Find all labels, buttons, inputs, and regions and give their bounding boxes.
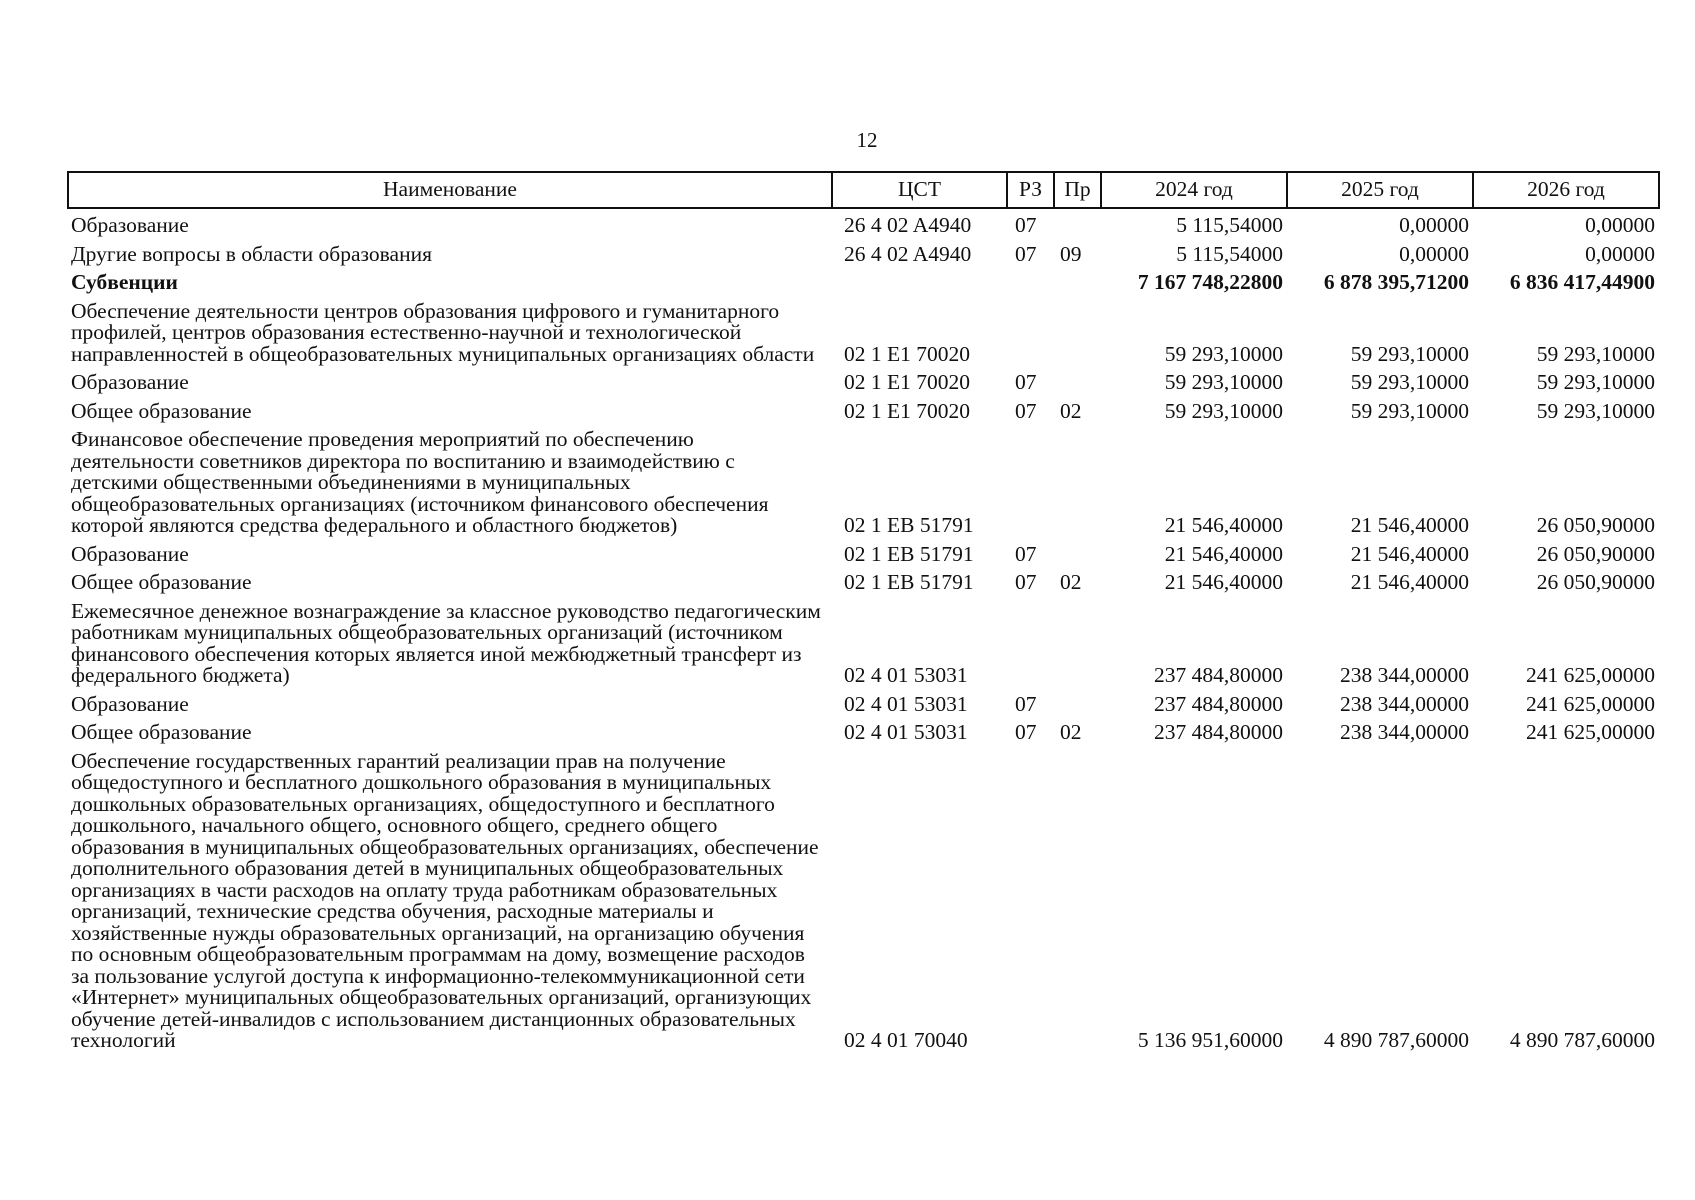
header-pr: Пр (1054, 172, 1101, 208)
cell-name: Обеспечение государственных гарантий реализации прав на получение общедоступного и бесплатного дошкольного образования в муниципальных дошкольных образовательных организациях, общедоступного и бесплатного дошкольного, начального общего, основного общего, среднего общего образования в муниципальных общеобразовательных организациях, обеспечение дополнительного образования детей в муниципальных общеобразовательных организациях в части расходов на оплату труда работникам образовательных организаций, технические средства обучения, расходные материалы и хозяйственные нужды образовательных организаций, на организацию обучения по основным общеобразовательным программам на дому, возмещение расходов за пользование услугой доступа к информационно-телекоммуникационной сети «Интернет» муниципальных общеобразовательных организаций, организующих обучение детей-инвалидов с использованием дистанционных образовательных технологий (71, 748, 819, 1052)
table-row (68, 368, 1659, 397)
cell-2025: 238 344,00000 (1340, 720, 1469, 744)
cell-cst: 02 1 EB 51791 (844, 513, 974, 537)
cell-2024: 7 167 748,22800 (1137, 270, 1283, 294)
cell-name: Другие вопросы в области образования (71, 241, 432, 266)
cell-rz: 07 (1015, 720, 1037, 744)
cell-name: Субвенции (71, 270, 178, 294)
cell-name: Общее образование (71, 570, 252, 594)
cell-2024: 237 484,80000 (1154, 691, 1283, 716)
table-row (68, 690, 1659, 719)
cell-pr: 09 (1060, 241, 1082, 266)
cell-rz: 07 (1015, 241, 1037, 266)
cell-name: Ежемесячное денежное вознаграждение за классное руководство педагогическим работникам муниципальных общеобразовательных организаций (источником финансового обеспечения которых является иной межбюджетный трансферт из федерального бюджета) (71, 598, 821, 687)
cell-2024: 5 136 951,60000 (1137, 1028, 1283, 1052)
cell-pr (1054, 540, 1101, 569)
cell-pr (1054, 425, 1101, 540)
cell-pr (1054, 208, 1101, 240)
cell-name: Обеспечение деятельности центров образования цифрового и гуманитарного профилей, центров образования естественно-научной и технологической направленностей в общеобразовательных муниципальных организациях области (71, 298, 815, 366)
cell-2024: 59 293,10000 (1164, 341, 1283, 366)
table-row (68, 597, 1659, 690)
cell-rz (1007, 597, 1054, 690)
cell-pr: 02 (1060, 570, 1082, 594)
cell-2024: 21 546,40000 (1164, 513, 1283, 537)
cell-cst: 02 1 E1 70020 (844, 398, 971, 423)
cell-2025: 0,00000 (1399, 213, 1469, 237)
cell-cst: 02 1 E1 70020 (844, 370, 971, 394)
cell-rz: 07 (1015, 541, 1037, 566)
table-row (68, 268, 1659, 297)
cell-cst: 02 4 01 53031 (844, 663, 968, 687)
cell-rz: 07 (1015, 213, 1037, 237)
cell-name: Образование (71, 213, 189, 237)
cell-cst: 26 4 02 A4940 (844, 213, 972, 237)
cell-name: Образование (71, 370, 189, 394)
cell-2026: 0,00000 (1585, 213, 1655, 237)
cell-2026: 241 625,00000 (1526, 691, 1655, 716)
cell-rz: 07 (1015, 398, 1037, 423)
cell-2026: 0,00000 (1585, 241, 1655, 266)
table-header-row (68, 172, 1659, 208)
cell-rz: 07 (1015, 691, 1037, 716)
cell-2025: 59 293,10000 (1350, 370, 1469, 394)
table-row (68, 568, 1659, 597)
header-name: Наименование (68, 172, 832, 208)
table-row (68, 240, 1659, 269)
cell-pr (1054, 368, 1101, 397)
cell-pr: 02 (1060, 720, 1082, 744)
cell-2025: 21 546,40000 (1350, 541, 1469, 566)
cell-2026: 6 836 417,44900 (1509, 270, 1655, 294)
cell-pr (1054, 268, 1101, 297)
cell-cst: 02 1 EB 51791 (844, 541, 974, 566)
cell-2026: 26 050,90000 (1536, 541, 1655, 566)
cell-name: Общее образование (71, 398, 252, 423)
cell-2026: 4 890 787,60000 (1509, 1028, 1655, 1052)
cell-2025: 21 546,40000 (1350, 570, 1469, 594)
cell-name: Образование (71, 691, 189, 716)
cell-2026: 241 625,00000 (1526, 720, 1655, 744)
cell-2026: 59 293,10000 (1536, 398, 1655, 423)
table-body (68, 208, 1659, 1055)
table-row (68, 540, 1659, 569)
cell-rz: 07 (1015, 370, 1037, 394)
cell-cst: 02 1 E1 70020 (844, 341, 971, 366)
cell-2026: 59 293,10000 (1536, 341, 1655, 366)
cell-rz (1007, 425, 1054, 540)
cell-rz (1007, 747, 1054, 1055)
header-cst: ЦСТ (832, 172, 1007, 208)
cell-2025: 59 293,10000 (1350, 341, 1469, 366)
cell-2026: 241 625,00000 (1526, 663, 1655, 687)
table-row (68, 208, 1659, 240)
cell-2024: 5 115,54000 (1176, 213, 1283, 237)
cell-name: Общее образование (71, 720, 252, 744)
cell-rz (1007, 268, 1054, 297)
cell-2024: 21 546,40000 (1164, 541, 1283, 566)
cell-name: Образование (71, 541, 189, 566)
cell-2024: 237 484,80000 (1154, 720, 1283, 744)
cell-cst: 02 1 EB 51791 (844, 570, 974, 594)
cell-name: Финансовое обеспечение проведения мероприятий по обеспечению деятельности советников директора по воспитанию и взаимодействию с детскими общественными объединениями в муниципальных общеобразовательных организациях (источником финансового обеспечения которой являются средства федерального и областного бюджетов) (71, 427, 769, 537)
cell-2026: 26 050,90000 (1536, 513, 1655, 537)
cell-2026: 59 293,10000 (1536, 370, 1655, 394)
table-row (68, 297, 1659, 369)
cell-2026: 26 050,90000 (1536, 570, 1655, 594)
cell-2024: 237 484,80000 (1154, 663, 1283, 687)
cell-2024: 5 115,54000 (1176, 241, 1283, 266)
header-2026: 2026 год (1473, 172, 1659, 208)
cell-cst (832, 268, 1007, 297)
table-row (68, 718, 1659, 747)
cell-2025: 59 293,10000 (1350, 398, 1469, 423)
cell-2024: 59 293,10000 (1164, 370, 1283, 394)
cell-pr (1054, 747, 1101, 1055)
cell-2025: 6 878 395,71200 (1323, 270, 1469, 294)
cell-rz (1007, 297, 1054, 369)
cell-2025: 238 344,00000 (1340, 691, 1469, 716)
table-row (68, 747, 1659, 1055)
header-2024: 2024 год (1101, 172, 1287, 208)
page-number: 12 (856, 128, 878, 152)
table-row (68, 425, 1659, 540)
cell-pr (1054, 297, 1101, 369)
table-row (68, 397, 1659, 426)
cell-2025: 0,00000 (1399, 241, 1469, 266)
cell-2025: 21 546,40000 (1350, 513, 1469, 537)
cell-cst: 02 4 01 53031 (844, 720, 968, 744)
cell-cst: 02 4 01 70040 (844, 1028, 968, 1052)
cell-cst: 26 4 02 A4940 (844, 241, 972, 266)
cell-cst: 02 4 01 53031 (844, 691, 968, 716)
cell-2024: 21 546,40000 (1164, 570, 1283, 594)
cell-2025: 238 344,00000 (1340, 663, 1469, 687)
header-rz: РЗ (1007, 172, 1054, 208)
cell-2025: 4 890 787,60000 (1323, 1028, 1469, 1052)
cell-pr: 02 (1060, 398, 1082, 423)
cell-pr (1054, 690, 1101, 719)
budget-table (67, 171, 1660, 1055)
cell-2024: 59 293,10000 (1164, 398, 1283, 423)
cell-rz: 07 (1015, 570, 1037, 594)
header-2025: 2025 год (1287, 172, 1473, 208)
cell-pr (1054, 597, 1101, 690)
